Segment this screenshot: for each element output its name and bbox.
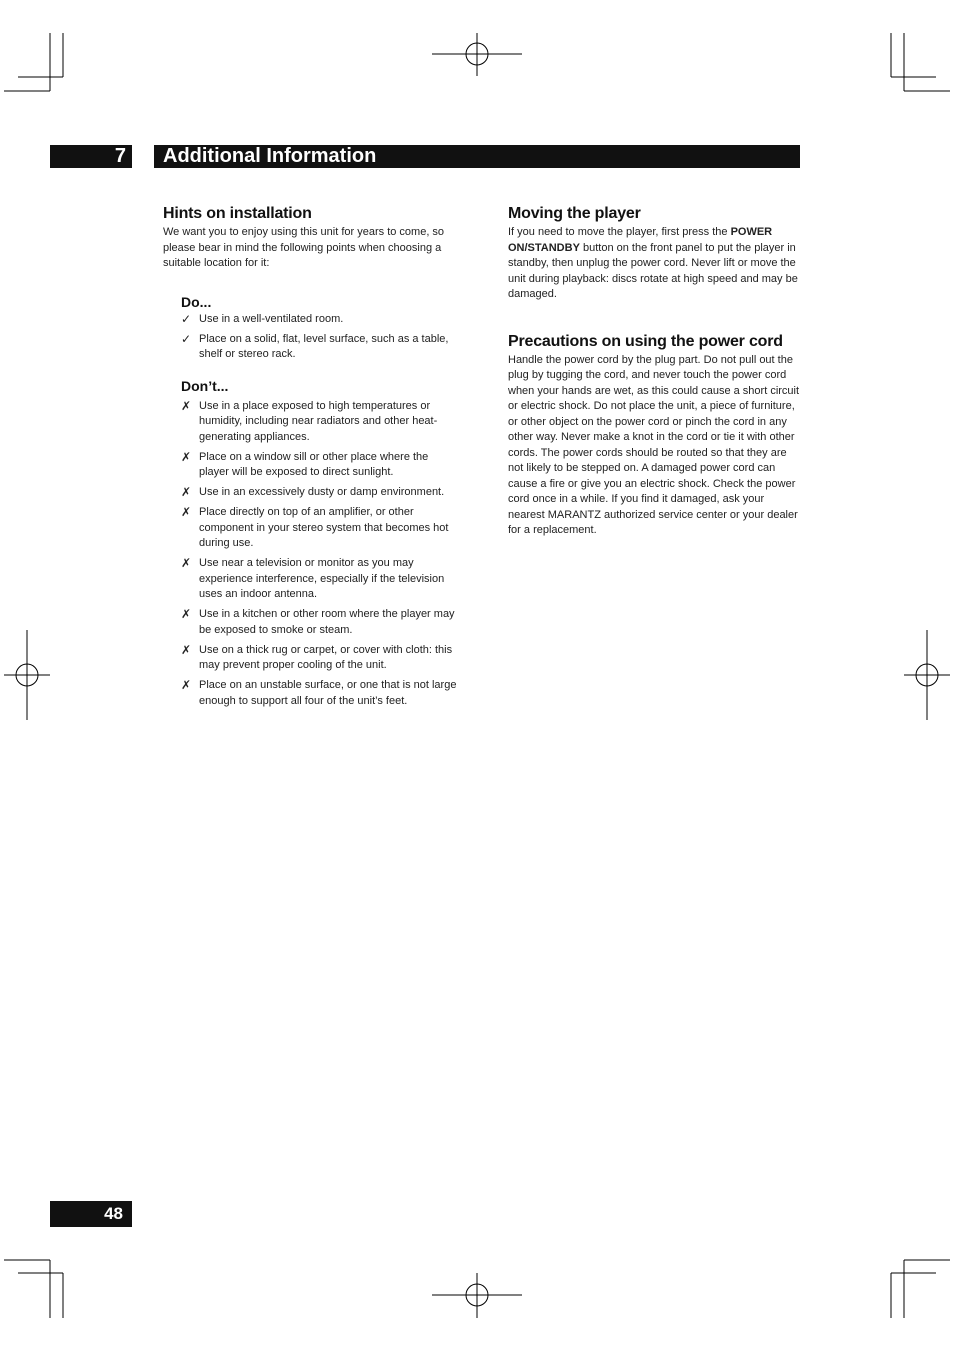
check-icon: ✓ xyxy=(181,311,192,326)
power-cord-heading: Precautions on using the power cord xyxy=(508,332,783,350)
check-icon: ✓ xyxy=(181,331,192,346)
power-button-label: POWER ON/STANDBY xyxy=(508,226,773,254)
cross-icon: ✗ xyxy=(181,678,192,692)
dont-item: ✗ Use near a television or monitor as you may experience interference, especially if the television uses an indoor antenna. xyxy=(181,556,445,600)
do-item: ✓ Use in a well-ventilated room. xyxy=(181,311,344,326)
cross-icon: ✗ xyxy=(181,556,192,570)
dont-item: ✗ Use on a thick rug or carpet, or cover with cloth: this may prevent proper cooling of the unit. xyxy=(181,642,453,671)
page-number: 48 xyxy=(50,1201,132,1227)
chapter-title: Additional Information xyxy=(154,145,800,168)
power-cord-text: Handle the power cord by the plug part. Do not pull out the plug by tugging the cord, and never touch the power cord when your hands are wet, as this could cause a short circuit or electric shock. Do not place the unit, a piece of furniture, or other object on the power cord or pinch the cord in any other way. Never make a knot in the cord or tie it with other cords. The power cords should be routed so that they are not likely to be stepped on. A damaged power cord can cause a fire or give you an electric shock. Check the power cord once in a while. If you find it damaged, ask your nearest MARANTZ authorized service center or your dealer for a replacement. xyxy=(508,353,800,536)
hints-section xyxy=(163,203,458,714)
dont-item: ✗ Place on an unstable surface, or one that is not large enough to support all four of the unit’s feet. xyxy=(181,678,457,707)
dont-heading: Don’t... xyxy=(181,377,229,394)
cross-icon: ✗ xyxy=(181,607,192,621)
dont-item: ✗ Use in a kitchen or other room where the player may be exposed to smoke or steam. xyxy=(181,607,455,636)
cross-icon: ✗ xyxy=(181,642,192,657)
power-cord-section xyxy=(508,331,800,539)
cross-icon: ✗ xyxy=(181,398,192,413)
dont-item: ✗ Use in a place exposed to high temperatures or humidity, including near radiators and other heat-generating appliances. xyxy=(181,398,438,443)
moving-section xyxy=(508,203,800,303)
do-item: ✓ Place on a solid, flat, level surface, such as a table, shelf or stereo rack. xyxy=(181,331,449,360)
do-section xyxy=(181,292,458,363)
moving-heading: Moving the player xyxy=(508,205,641,222)
hints-intro: We want you to enjoy using this unit for years to come, so please bear in mind the following points when choosing a suitable location for it: xyxy=(163,226,445,269)
dont-item: ✗ Use in an excessively dusty or damp environment. xyxy=(181,485,445,499)
cross-icon: ✗ xyxy=(181,485,192,499)
moving-text: If you need to move the player, first press the POWER ON/STANDBY button on the front panel to put the player in standby, then unplug the power cord. Never lift or move the unit during playback: discs rotate at high speed and may be damaged. xyxy=(508,226,798,300)
do-list xyxy=(181,312,458,363)
right-column xyxy=(508,203,800,539)
do-heading: Do... xyxy=(181,293,212,310)
dont-item: ✗ Place directly on top of an amplifier, or other component in your stereo system that becomes hot during use. xyxy=(181,505,449,549)
cross-icon: ✗ xyxy=(181,505,192,519)
hints-heading: Hints on installation xyxy=(163,205,312,222)
dont-item: ✗ Place on a window sill or other place where the player will be exposed to direct sunlight. xyxy=(181,449,429,478)
chapter-number: 7 xyxy=(50,145,132,168)
cross-icon: ✗ xyxy=(181,449,192,464)
dont-list xyxy=(181,399,458,710)
dont-section xyxy=(181,376,458,710)
